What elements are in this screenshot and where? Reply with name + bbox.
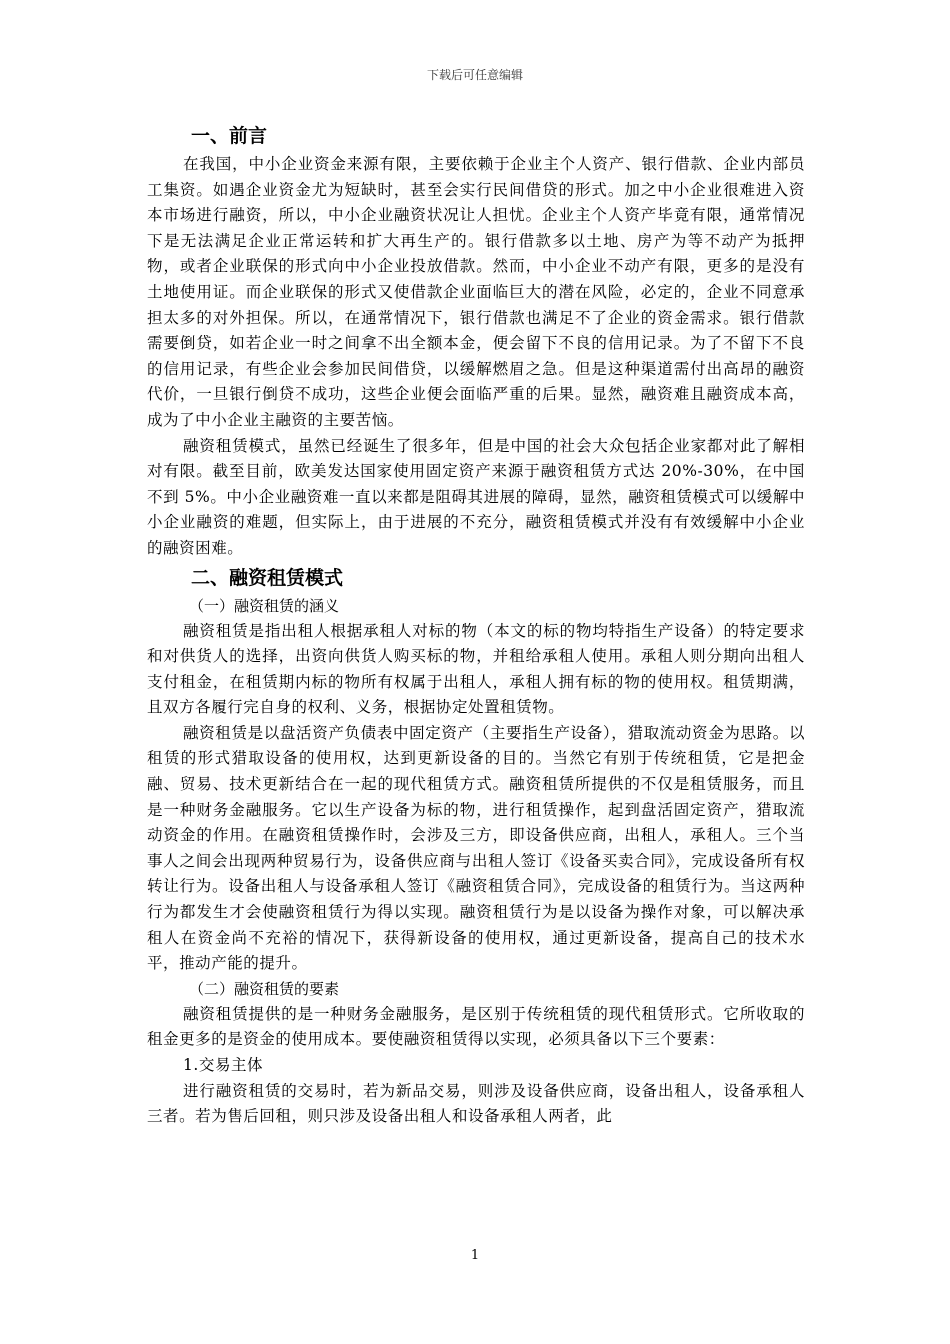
page-header: 下载后可任意编辑 xyxy=(426,68,523,82)
section-heading-preface: 一、前言 xyxy=(191,125,268,147)
subsection-heading-definition: （一）融资租赁的涵义 xyxy=(189,596,340,615)
paragraph: 进行融资租赁的交易时，若为新品交易，则涉及设备供应商，设备出租人，设备承租人三者。若为售后回租，则只涉及设备出租人和设备承租人两者，此 xyxy=(147,1081,805,1126)
section-heading-leasing-model: 二、融资租赁模式 xyxy=(191,566,344,589)
paragraph: 在我国，中小企业资金来源有限，主要依赖于企业主个人资产、银行借款、企业内部员工集资。如遇企业资金尤为短缺时，甚至会实行民间借贷的形式。加之中小企业很难进入资本市场进行融资，所以，中小企业融资状况让人担忧。企业主个人资产毕竟有限，通常情况下是无法满足企业正常运转和扩大再生产的。银行借款多以土地、房产为等不动产为抵押物，或者企业联保的形式向中小企业投放借款。然而，中小企业不动产有限，更多的是没有土地使用证。而企业联保的形式又使借款企业面临巨大的潜在风险，必定的，企业不同意承担太多的对外担保。所以，在通常情况下，银行借款也满足不了企业的资金需求。银行借款需要倒贷，如若企业一时之间拿不出全额本金，便会留下不良的信用记录。为了不留下不良的信用记录，有些企业会参加民间借贷，以缓解燃眉之急。但是这种渠道需付出高昂的融资代价，一旦银行倒贷不成功，这些企业便会面临严重的后果。显然，融资难且融资成本高，成为了中小企业主融资的主要苦恼。 xyxy=(147,155,805,429)
paragraph: 融资租赁是指出租人根据承租人对标的物（本文的标的物均特指生产设备）的特定要求和对供货人的选择，出资向供货人购买标的物，并租给承租人使用。承租人则分期向出租人支付租金，在租赁期内标的物所有权属于出租人，承租人拥有标的物的使用权。租赁期满，且双方各履行完自身的权利、义务，根据协定处置租赁物。 xyxy=(147,621,805,717)
list-item-heading: 1.交易主体 xyxy=(183,1056,264,1074)
subsection-heading-elements: （二）融资租赁的要素 xyxy=(189,979,340,998)
page-number: 1 xyxy=(470,1248,480,1263)
paragraph: 融资租赁是以盘活资产负债表中固定资产（主要指生产设备），猎取流动资金为思路。以租赁的形式猎取设备的使用权，达到更新设备的目的。当然它有别于传统租赁，它是把金融、贸易、技术更新结合在一起的现代租赁方式。融资租赁所提供的不仅是租赁服务，而且是一种财务金融服务。它以生产设备为标的物，进行租赁操作，起到盘活固定资产，猎取流动资金的作用。在融资租赁操作时，会涉及三方，即设备供应商，出租人，承租人。三个当事人之间会出现两种贸易行为，设备供应商与出租人签订《设备买卖合同》，完成设备所有权转让行为。设备出租人与设备承租人签订《融资租赁合同》，完成设备的租赁行为。当这两种行为都发生才会使融资租赁行为得以实现。融资租赁行为是以设备为操作对象，可以解决承租人在资金尚不充裕的情况下，获得新设备的使用权，通过更新设备，提高自己的技术水平，推动产能的提升。 xyxy=(147,723,805,973)
paragraph: 融资租赁提供的是一种财务金融服务，是区别于传统租赁的现代租赁形式。它所收取的租金更多的是资金的使用成本。要使融资租赁得以实现，必须具备以下三个要素： xyxy=(147,1004,805,1049)
paragraph: 融资租赁模式，虽然已经诞生了很多年，但是中国的社会大众包括企业家都对此了解相对有限。截至目前，欧美发达国家使用固定资产来源于融资租赁方式达 20%-30%，在中国不到 5%。中小企业融资难一直以来都是阻碍其进展的障碍，显然，融资租赁模式可以缓解中小企业融资的难题，但实际上，由于进展的不充分，融资租赁模式并没有有效缓解中小企业的融资困难。 xyxy=(147,436,805,557)
document-body xyxy=(147,120,805,1130)
